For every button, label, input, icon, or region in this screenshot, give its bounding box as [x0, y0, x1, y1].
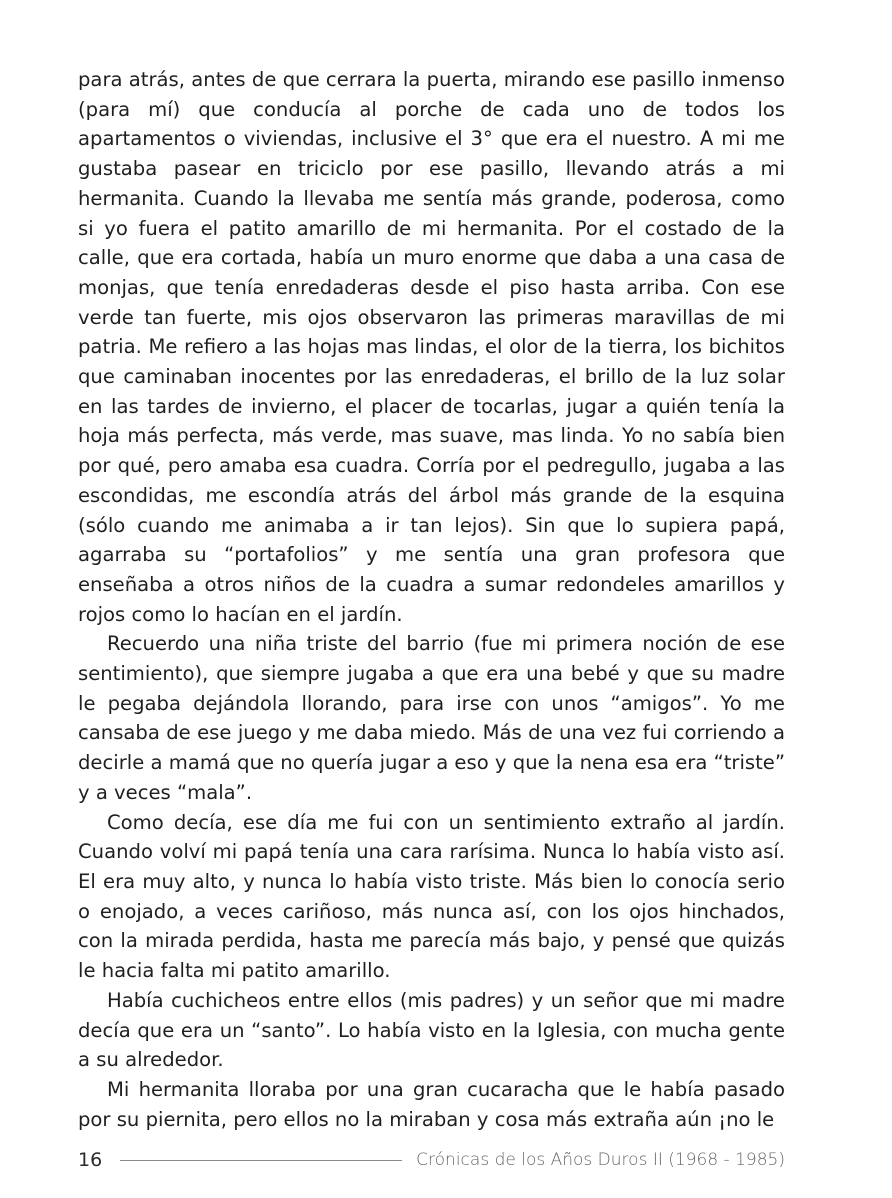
page-footer — [78, 1146, 785, 1174]
paragraph-1: para atrás, antes de que cerrara la puerta, mirando ese pasillo inmenso (para mí) que conducía al porche de cada uno de todos los apartamentos o viviendas, inclusive el 3° que era el nuestro. A mi me gustaba pasear en triciclo por ese pasillo, llevando atrás a mi hermanita. Cuando la llevaba me sentía más grande, poderosa, como si yo fuera el patito amarillo de mi hermanita. Por el costado de la calle, que era cortada, había un muro enorme que daba a una casa de monjas, que tenía enredaderas desde el piso hasta arriba. Con ese verde tan fuerte, mis ojos observaron las primeras maravillas de mi patria. Me refiero a las hojas mas lindas, el olor de la tierra, los bichitos que caminaban inocentes por las enredaderas, el brillo de la luz solar en las tardes de invierno, el placer de tocarlas, jugar a quién tenía la hoja más perfecta, más verde, mas suave, mas linda. Yo no sabía bien por qué, pero amaba esa cuadra. Corría por el pedregullo, jugaba a las escondidas, me escondía atrás del árbol más grande de la esquina (sólo cuando me animaba a ir tan lejos). Sin que lo supiera papá, agarraba su “portafolios” y me sentía una gran profesora que enseñaba a otros niños de la cuadra a sumar redondeles amarillos y rojos como lo hacían en el jardín. — [78, 68, 785, 626]
footer-divider — [120, 1160, 402, 1161]
paragraph-4: Había cuchicheos entre ellos (mis padres) y un señor que mi madre decía que era un “santo”. Lo había visto en la Iglesia, con mucha gente a su alrededor. — [78, 988, 785, 1072]
running-title: Crónicas de los Años Duros II (1968 - 1985) — [416, 1150, 785, 1170]
paragraph-2: Recuerdo una niña triste del barrio (fue mi primera noción de ese sentimiento), que siempre jugaba a que era una bebé y que su madre le pegaba dejándola llorando, para irse con unos “amigos”. Yo me cansaba de ese juego y me daba miedo. Más de una vez fui corriendo a decirle a mamá que no quería jugar a eso y que la nena esa era “triste” y a veces “mala”. — [78, 632, 785, 804]
paragraph-3: Como decía, ese día me fui con un sentimiento extraño al jardín. Cuando volví mi papá tenía una cara rarísima. Nunca lo había visto así. El era muy alto, y nunca lo había visto triste. Más bien lo conocía serio o enojado, a veces cariñoso, más nunca así, con los ojos hinchados, con la mirada perdida, hasta me parecía más bajo, y pensé que quizás le hacia falta mi patito amarillo. — [78, 810, 785, 983]
body-text — [78, 65, 785, 1134]
page-number: 16 — [78, 1149, 103, 1171]
paragraph-5: Mi hermanita lloraba por una gran cucaracha que le había pasado por su piernita, pero ellos no la miraban y cosa más extraña aún ¡no le — [78, 1077, 785, 1131]
